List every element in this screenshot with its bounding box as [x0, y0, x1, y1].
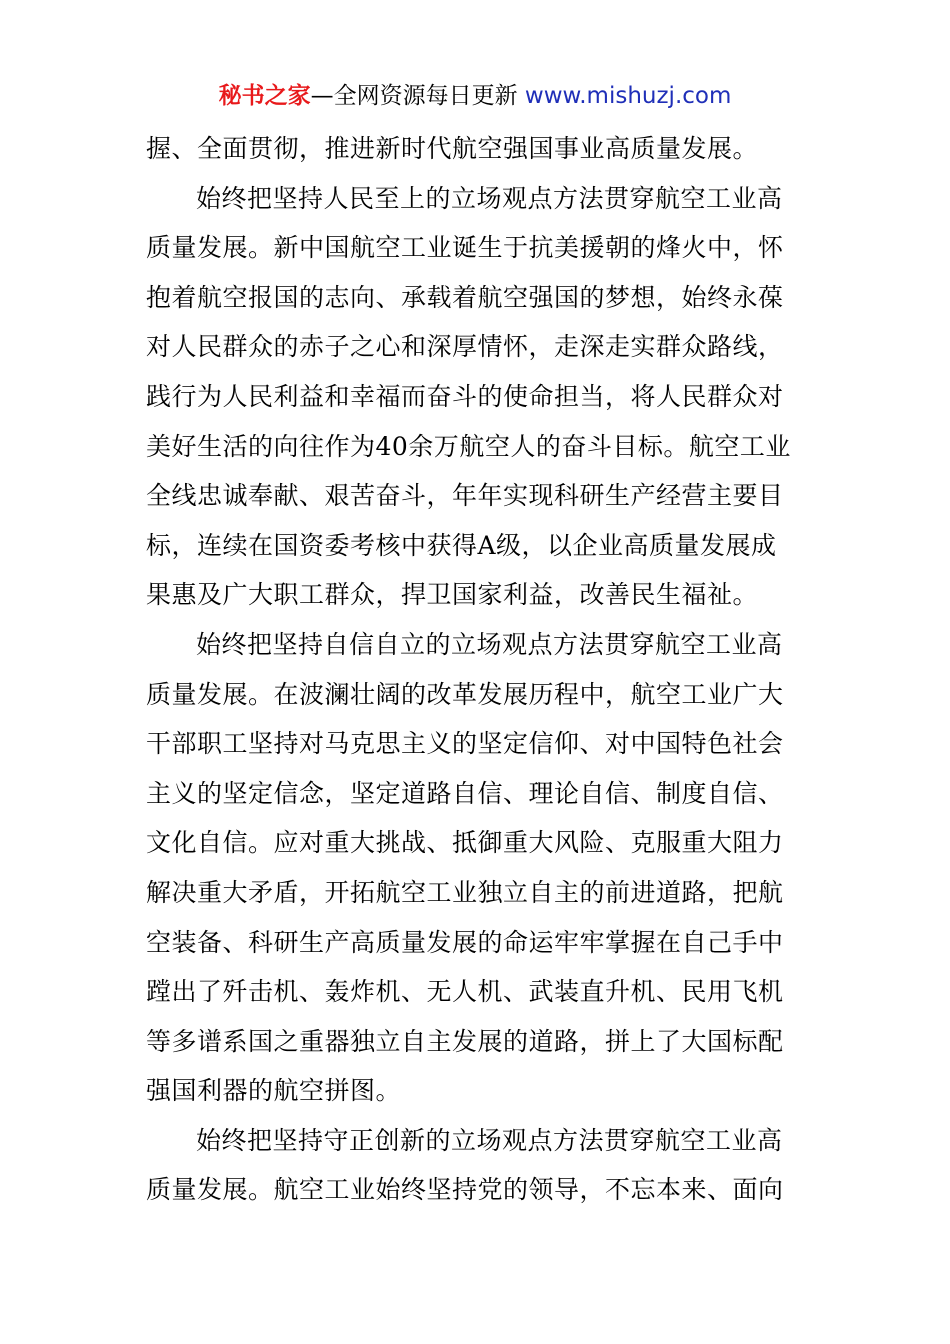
brand-name: 秘书之家	[218, 83, 311, 109]
text-line: 握、全面贯彻，推进新时代航空强国事业高质量发展。	[146, 134, 759, 163]
text-line: 践行为人民利益和幸福而奋斗的使命担当，将人民群众对	[146, 381, 784, 411]
text-line: 强国利器的航空拼图。	[146, 1076, 402, 1106]
text-line: 质量发展。航空工业始终坚持党的领导，不忘本来、面向	[146, 1175, 784, 1205]
text-line: 主义的坚定信念，坚定道路自信、理论自信、制度自信、	[146, 778, 784, 808]
text-line: 对人民群众的赤子之心和深厚情怀，走深走实群众路线，	[146, 332, 784, 362]
text-line: 文化自信。应对重大挑战、抵御重大风险、克服重大阻力	[146, 828, 784, 858]
text-line: 干部职工坚持对马克思主义的坚定信仰、对中国特色社会	[146, 729, 784, 759]
text-line: 全线忠诚奉献、艰苦奋斗，年年实现科研生产经营主要目	[146, 481, 784, 511]
text-line: 质量发展。在波澜壮阔的改革发展历程中，航空工业广大	[146, 679, 784, 709]
paragraph-start-line: 始终把坚持守正创新的立场观点方法贯穿航空工业高	[196, 1125, 783, 1155]
text-line: 空装备、科研生产高质量发展的命运牢牢掌握在自己手中	[146, 927, 784, 957]
text-line: 质量发展。新中国航空工业诞生于抗美援朝的烽火中，怀	[146, 233, 784, 263]
text-line: 抱着航空报国的志向、承载着航空强国的梦想，始终永葆	[146, 282, 784, 312]
text-line: 美好生活的向往作为40余万航空人的奋斗目标。航空工业	[146, 431, 791, 461]
text-line: 等多谱系国之重器独立自主发展的道路，拼上了大国标配	[146, 1026, 784, 1056]
paragraph-start-line: 始终把坚持自信自立的立场观点方法贯穿航空工业高	[196, 629, 783, 659]
text-line: 标，连续在国资委考核中获得A级，以企业高质量发展成	[146, 530, 777, 560]
paragraph-start-line: 始终把坚持人民至上的立场观点方法贯穿航空工业高	[196, 183, 783, 213]
header-url-link[interactable]: www.mishuzj.com	[524, 83, 732, 109]
text-line: 果惠及广大职工群众，捍卫国家利益，改善民生福祉。	[146, 580, 759, 610]
text-line: 蹚出了歼击机、轰炸机、无人机、武装直升机、民用飞机	[146, 977, 784, 1007]
text-line: 解决重大矛盾，开拓航空工业独立自主的前进道路，把航	[146, 877, 784, 907]
document-body	[146, 124, 806, 1215]
header-tagline: —全网资源每日更新	[310, 83, 525, 109]
page-header	[0, 80, 950, 112]
